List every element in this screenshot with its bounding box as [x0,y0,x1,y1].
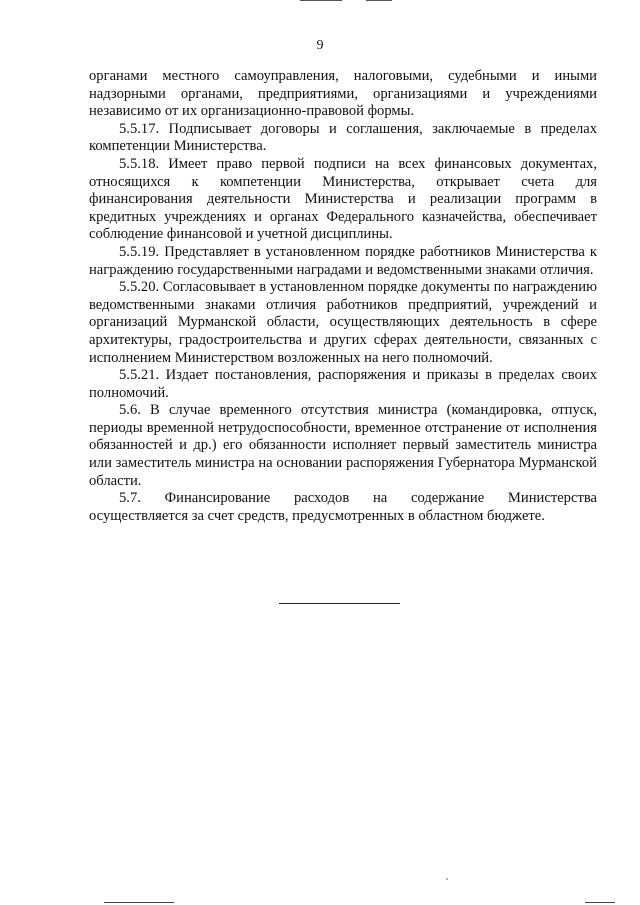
paragraph-5-5-18: 5.5.18. Имеет право первой подписи на всех финансовых документах, относящихся к компетенции Министерства, открывает счета для финансирования деятельности Министерства и реализации программ в кредитных учреждениях и органах Федерального казначейства, обеспечивает соблюдение финансовой и учетной дисциплины. [89,155,597,243]
paragraph-5-5-20: 5.5.20. Согласовывает в установленном порядке документы по награждению ведомственными знаками отличия работников предприятий, учреждений и организаций Мурманской области, осуществляющих деятельность в сфере архитектуры, градостроительства и других сферах деятельности, связанных с исполнением Министерством возложенных на него полномочий. [89,279,597,366]
scan-edge-mark [300,0,342,1]
paragraph-5-5-17: 5.5.17. Подписывает договоры и соглашения, заключаемые в пределах компетенции Министерства. [89,120,597,155]
paragraph-5-5-21: 5.5.21. Издает постановления, распоряжения и приказы в пределах своих полномочий. [89,367,597,401]
paragraph-5-7: 5.7. Финансирование расходов на содержание Министерства осуществляется за счет средств, предусмотренных в областном бюджете. [89,490,597,524]
document-body [89,68,597,525]
paragraph-continuation: органами местного самоуправления, налоговыми, судебными и иными надзорными органами, предприятиями, организациями и учреждениями независимо от их организационно-правовой формы. [89,68,597,120]
scan-speck [446,878,448,880]
scan-edge-mark [366,0,392,1]
paragraph-5-5-19: 5.5.19. Представляет в установленном порядке работников Министерства к награждению государственными наградами и ведомственными знаками отличия. [89,243,597,278]
scan-edge-mark [104,902,174,903]
scan-edge-mark [585,902,615,903]
end-of-document-rule [279,603,400,604]
page-number: 9 [316,38,324,53]
paragraph-5-6: 5.6. В случае временного отсутствия министра (командировка, отпуск, периоды временной нетрудоспособности, временное отстранение от исполнения обязанностей и др.) его обязанности исполняет первый заместитель министра или заместитель министра на основании распоряжения Губернатора Мурманской области. [89,402,597,489]
